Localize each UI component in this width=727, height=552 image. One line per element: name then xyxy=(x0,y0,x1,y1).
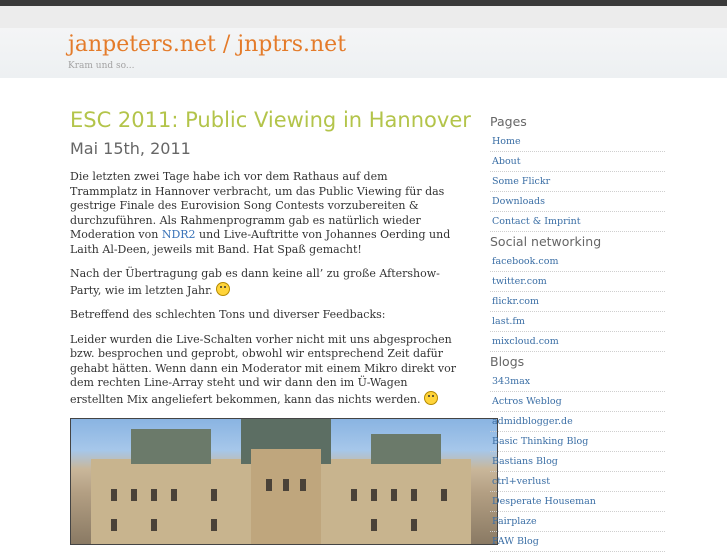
top-subbar xyxy=(0,6,727,28)
sidebar-item-mixcloud[interactable]: mixcloud.com xyxy=(490,332,665,352)
sidebar-item-downloads[interactable]: Downloads xyxy=(490,192,665,212)
site-tagline: Kram und so... xyxy=(68,61,135,71)
post-paragraph-1 xyxy=(70,170,458,257)
social-section xyxy=(490,232,665,352)
pages-list xyxy=(490,132,665,232)
sidebar-item-blog[interactable]: ctrl+verlust xyxy=(490,472,665,492)
blogs-section xyxy=(490,352,665,552)
grin-smiley-icon xyxy=(424,391,438,405)
rathaus-photo[interactable] xyxy=(70,418,498,545)
post-date: Mai 15th, 2011 xyxy=(70,139,191,158)
social-list xyxy=(490,252,665,352)
wink-smiley-icon xyxy=(216,282,230,296)
post-paragraph-3: Betreffend des schlechten Tons und diverser Feedbacks: xyxy=(70,308,386,321)
sidebar-item-home[interactable]: Home xyxy=(490,132,665,152)
sidebar-item-lastfm[interactable]: last.fm xyxy=(490,312,665,332)
sidebar-item-blog[interactable]: 343max xyxy=(490,372,665,392)
sidebar-item-blog[interactable]: Bastians Blog xyxy=(490,452,665,472)
sidebar-item-twitter[interactable]: twitter.com xyxy=(490,272,665,292)
sidebar-item-contact-imprint[interactable]: Contact & Imprint xyxy=(490,212,665,232)
blogs-heading: Blogs xyxy=(490,354,525,369)
post-paragraph-4-text: Leider wurden die Live-Schalten vorher nicht mit uns abgesprochen bzw. besprochen und geprobt, obwohl wir entsprechend Zeit dafür gehabt hätten. Wenn dann ein Moderator mit einem Mikro direkt vor dem rechten Line-Array steht und wir dann den im Ü-Wagen erstellten Mix angeliefert bekommen, kann das nichts werden. xyxy=(70,332,456,406)
sidebar-item-facebook[interactable]: facebook.com xyxy=(490,252,665,272)
post-body xyxy=(70,170,458,417)
site-title[interactable]: janpeters.net / jnptrs.net xyxy=(68,32,347,57)
post-paragraph-1-text-b: und Live-Auftritte von Johannes Oerding und Laith Al-Deen, jeweils mit Band. Hat Spaß gemacht! xyxy=(70,228,451,256)
sidebar-item-blog[interactable]: admidblogger.de xyxy=(490,412,665,432)
sidebar-item-blog[interactable]: Desperate Houseman xyxy=(490,492,665,512)
sidebar-item-blog[interactable]: Fairplaze xyxy=(490,512,665,532)
pages-section xyxy=(490,112,665,232)
post-paragraph-2-text: Nach der Übertragung gab es dann keine all’ zu große Aftershow-Party, wie im letzten Jahr. xyxy=(70,267,440,297)
post-paragraph-1-text-a: Die letzten zwei Tage habe ich vor dem Rathaus auf dem Trammplatz in Hannover verbracht, um das Public Viewing für das gestrige Finale des Eurovision Song Contests vorzubereiten & durchzuführen. Als Rahmenprogramm gab es natürlich wieder Moderation von xyxy=(70,170,445,241)
sidebar-item-blog[interactable]: FAW Blog xyxy=(490,532,665,552)
ndr2-link[interactable]: NDR2 xyxy=(161,228,196,241)
post-paragraph-4 xyxy=(70,333,458,408)
sidebar-item-flickr[interactable]: flickr.com xyxy=(490,292,665,312)
pages-heading: Pages xyxy=(490,114,527,129)
sidebar-item-blog[interactable]: Basic Thinking Blog xyxy=(490,432,665,452)
social-heading: Social networking xyxy=(490,234,602,249)
post-title[interactable]: ESC 2011: Public Viewing in Hannover xyxy=(70,108,471,132)
blogs-list xyxy=(490,372,665,552)
sidebar-item-some-flickr[interactable]: Some Flickr xyxy=(490,172,665,192)
sidebar-item-blog[interactable]: Actros Weblog xyxy=(490,392,665,412)
post-paragraph-2 xyxy=(70,267,458,298)
sidebar-item-about[interactable]: About xyxy=(490,152,665,172)
sidebar xyxy=(490,112,665,552)
